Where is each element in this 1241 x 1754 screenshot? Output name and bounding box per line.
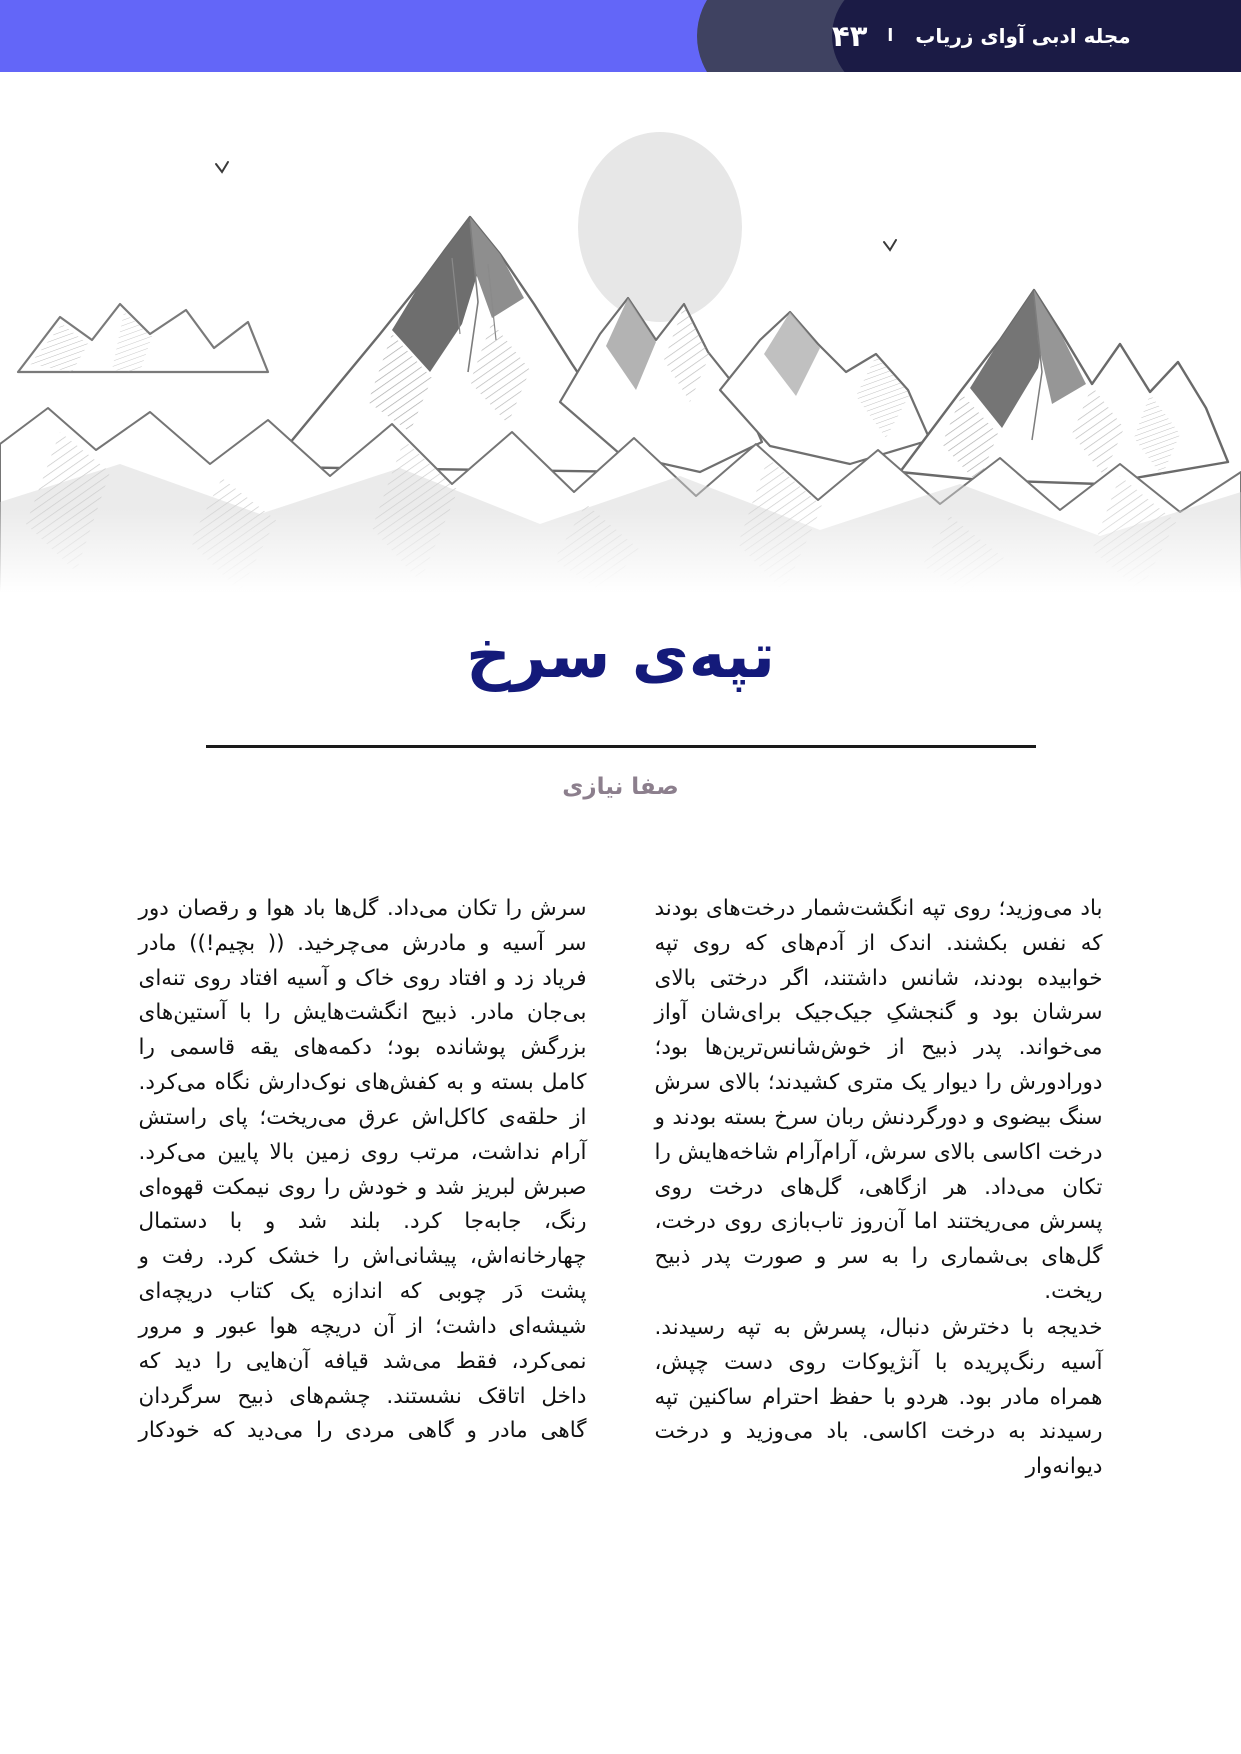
page-number: ۴۳ bbox=[832, 19, 868, 53]
header-content bbox=[832, 0, 1241, 72]
author-byline: صفا نیازی bbox=[562, 774, 679, 801]
mountain-range-illustration bbox=[0, 72, 1241, 592]
article-body bbox=[0, 892, 1241, 1492]
article-title-block bbox=[0, 620, 1241, 800]
title-divider bbox=[206, 745, 1036, 748]
magazine-title: مجله ادبی آوای زریاب bbox=[915, 24, 1131, 48]
paragraph: باد می‌وزید؛ روی تپه انگشت‌شمار درخت‌های بودند که نفس بکشند. اندک از آدم‌های که روی تپه خوابیده بودند، شانس داشتند، اگر درختی بالای سرشان بود و گنجشکِ جیک‌جیک برای‌شان آواز می‌خواند. پدر ذبیح از خوش‌شانس‌ترین‌ها بود؛ دورادورش را دیوار یک متری کشیدند؛ بالای سرش سنگ بیضوی و دورگردنش ربان سرخ بسته بودند و درخت اکاسی بالای سرش، آرام‌آرام شاخه‌هایش را تکان می‌داد. هر ازگاهی، گل‌های درخت روی پسرش می‌ریختند اما آن‌روز تاب‌بازی روی درخت، گل‌های بی‌شماری را به سر و صورت پدر ذبیح ریخت. bbox=[654, 896, 1103, 1305]
paragraph: خدیجه با دخترش دنبال، پسرش به تپه رسیدند. آسیه رنگ‌پریده با آنژیوکات روی دست چپش، همراه مادر بود. هردو با حفظ احترام ساکنین تپه رسیدند به درخت اکاسی. باد می‌وزید و درخت دیوانه‌وار bbox=[654, 1314, 1103, 1480]
page-title: تپه‌ی سرخ bbox=[466, 619, 775, 692]
paragraph: سرش را تکان می‌داد. گل‌ها باد هوا و رقصان دور سر آسیه و مادرش می‌چرخید. (( بچیم!)) مادر فریاد زد و افتاد روی خاک و آسیه افتاد روی تنه‌ای بی‌جان مادر. ذبیح انگشت‌هایش را با آستین‌های بزرگش پوشانده بود؛ دکمه‌های یقه قاسمی را کامل بسته و به کفش‌های نوک‌دارش نگاه می‌کرد. از حلقه‌ی کاکل‌اش عرق می‌ریخت؛ پای راستش آرام نداشت، مرتب روی زمین بالا پایین می‌کرد. صبرش لبریز شد و خودش را روی نیمکت قهوه‌ای رنگ، جابه‌جا کرد. بلند شد و با دستمال چهارخانه‌اش، پیشانی‌اش را خشک کرد. رفت و پشت دَر چوبی که اندازه یک کتاب دریچه‌ای شیشه‌ای داشت؛ از آن دریچه هوا عبور و مرور نمی‌کرد، فقط می‌شد قیافه آن‌هایی را دید که داخل اتاقک نشستند. چشم‌های ذبیح سرگردان گاهی مادر و گاهی مردی را می‌دید که خودکار bbox=[138, 896, 587, 1444]
page-header bbox=[0, 0, 1241, 72]
bird-icon-right bbox=[884, 240, 896, 250]
body-column-right bbox=[655, 892, 1103, 1492]
body-column-left bbox=[139, 892, 587, 1492]
bird-icon-left bbox=[216, 162, 228, 172]
sun-shape bbox=[578, 132, 742, 322]
header-separator: ا bbox=[887, 26, 894, 46]
